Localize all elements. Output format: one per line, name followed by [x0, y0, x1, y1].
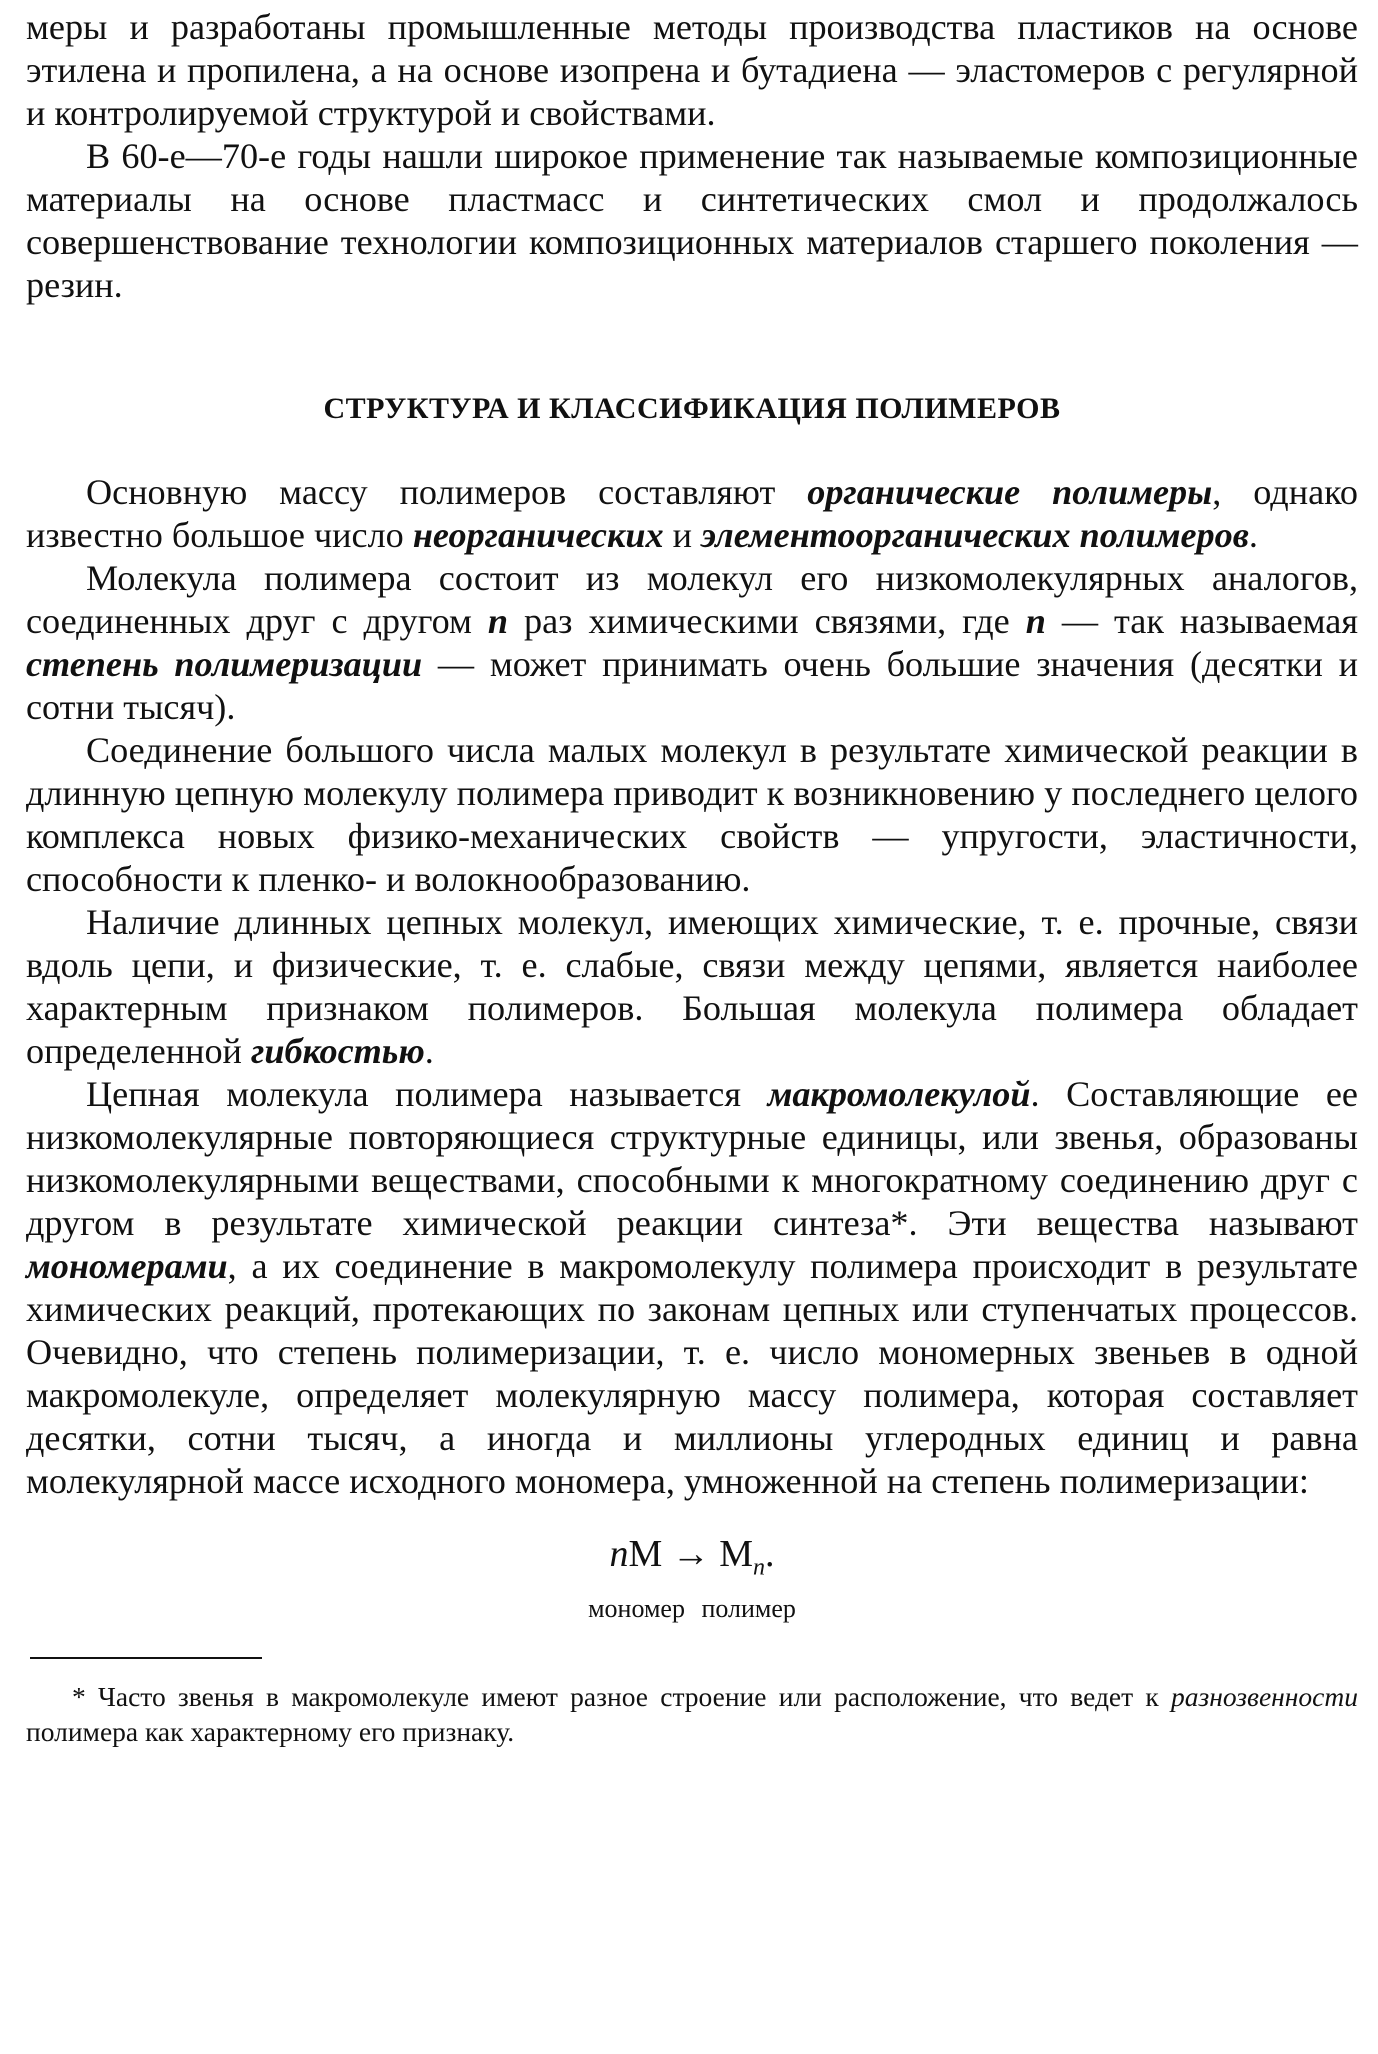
caption-monomer: мономер: [588, 1593, 685, 1623]
section-heading: СТРУКТУРА И КЛАССИФИКАЦИЯ ПОЛИМЕРОВ: [323, 392, 1061, 425]
italic-term: макромолекулой: [767, 1074, 1031, 1114]
text-run: .: [424, 1031, 434, 1071]
formula-subscript: n: [753, 1554, 766, 1581]
text-run: — может принимать очень большие значения (десятки и сотни тысяч).: [26, 644, 1358, 727]
text-run: Наличие длинных цепных молекул, имеющих химические, т. е. прочные, связи вдоль цепи, и физические, т. е. слабые, связи между цепями, является наиболее характерным признаком полимеров. Большая молекула полимера обладает определенной: [26, 902, 1358, 1071]
paragraph-polymer-molecule: [26, 557, 1358, 729]
paragraph-bonds: [26, 901, 1358, 1073]
formula-arrow: →: [671, 1533, 710, 1575]
text-run: .: [1248, 515, 1258, 555]
footnote-divider: [30, 1657, 262, 1659]
italic-term: гибкостью: [250, 1031, 425, 1071]
formula-polymer: M: [719, 1533, 754, 1575]
formula-coefficient: n: [609, 1533, 629, 1575]
text-run: Основную массу полимеров составляют: [86, 472, 808, 512]
text-run: и: [663, 515, 702, 555]
italic-term: элементоорганических полимеров: [701, 515, 1249, 555]
footnote: [26, 1679, 1358, 1749]
formula-caption: [26, 1593, 1358, 1625]
italic-term: органические полимеры: [807, 472, 1213, 512]
italic-term: n: [487, 601, 509, 641]
text-run: — так называемая: [1045, 601, 1359, 641]
paragraph-macromolecule: [26, 1073, 1358, 1503]
text-run: Цепная молекула полимера называется: [86, 1074, 768, 1114]
paragraph-polymer-types: [26, 471, 1358, 557]
paragraph-chain-properties: Соединение большого числа малых молекул в результате химической реакции в длинную цепную молекулу полимера приводит к возникновению у последнего целого комплекса новых физико-механических свойств — упругости, эластичности, способности к пленко- и волокнообразованию.: [26, 730, 1358, 899]
formula-end: .: [765, 1533, 775, 1575]
italic-term: степень полимеризации: [26, 644, 423, 684]
caption-polymer: полимер: [701, 1593, 796, 1623]
italic-term: неорганических: [412, 515, 664, 555]
page: [26, 6, 1358, 1749]
italic-term: разнозвенности: [1171, 1680, 1358, 1712]
paragraph-continued: меры и разработаны промышленные методы производства пластиков на основе этилена и пропилена, а на основе изопрена и бутадиена — эластомеров с регулярной и контролируемой структурой и свойствами.: [26, 7, 1358, 133]
text-run: , а их соединение в макромолекулу полимера происходит в результате химических реакций, протекающих по законам цепных или ступенчатых процессов. Очевидно, что степень полимеризации, т. е. число мономерных звеньев в одной макромолекуле, определяет молекулярную массу полимера, которая составляет десятки, сотни тысяч, а иногда и миллионы углеродных единиц и равна молекулярной массе исходного мономера, умноженной на степень полимеризации:: [26, 1246, 1358, 1501]
paragraph-composite-materials: В 60-е—70-е годы нашли широкое применение так называемые композиционные материалы на основе пластмасс и синтетических смол и продолжалось совершенствование технологии композиционных материалов старшего поколения — резин.: [26, 136, 1358, 305]
text-run: . Составляющие ее низкомолекулярные повторяющиеся структурные единицы, или звенья, образованы низкомолекулярными веществами, способными к многократному соединению друг с другом в результате химической реакции синтеза*. Эти вещества называют: [26, 1074, 1358, 1243]
polymerization-formula: [26, 1531, 1358, 1591]
text-run: * Часто звенья в макромолекуле имеют разное строение или расположение, что ведет к: [72, 1680, 1172, 1712]
text-run: Молекула полимера состоит из молекул его низкомолекулярных аналогов, соединенных друг с другом: [26, 558, 1358, 641]
italic-term: n: [1025, 601, 1046, 641]
text-run: , однако известно большое число: [26, 472, 1358, 555]
text-run: полимера как характерному его признаку.: [26, 1715, 515, 1747]
italic-term: мономерами: [26, 1246, 228, 1286]
formula-monomer: M: [628, 1533, 663, 1575]
text-run: раз химическими связями, где: [508, 601, 1026, 641]
